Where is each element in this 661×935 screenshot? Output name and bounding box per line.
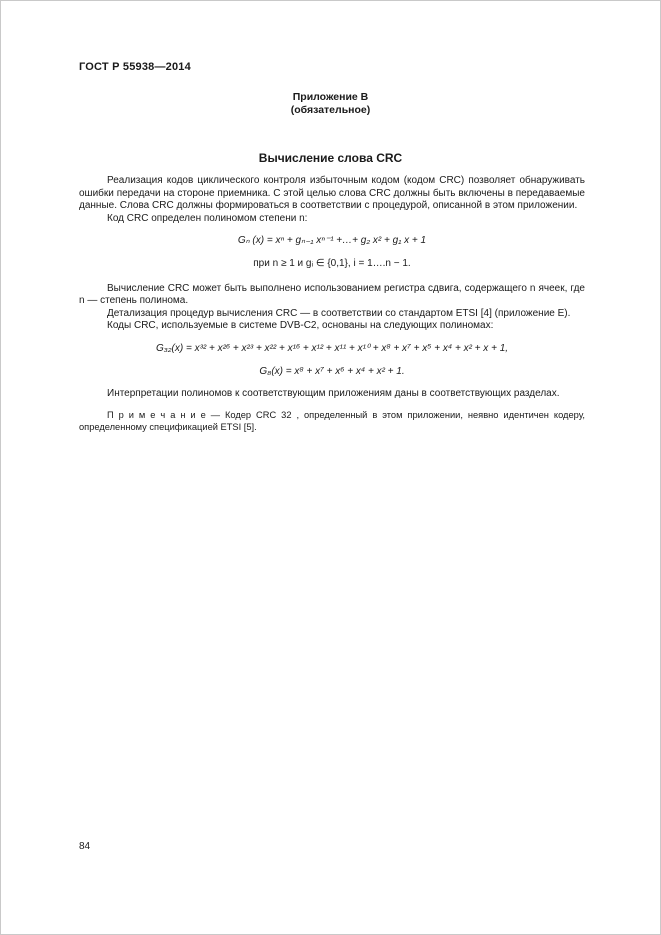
paragraph-interpretation: Интерпретации полиномов к соответствующим приложениям даны в соответствующих разделах. [107,388,560,400]
paragraph-shift-register: Вычисление CRC может быть выполнено использованием регистра сдвига, содержащего n ячеек, где n — степень полинома. [79,282,585,307]
appendix-label-block [1,91,660,116]
paragraph-intro: Реализация кодов циклического контроля избыточным кодом (кодом CRC) позволяет обнаруживать ошибки передачи на стороне приемника. С этой целью слова CRC должны быть включены в передаваемые данные. Слова CRC должны формироваться в соответствии с процедурой, описанной в этом приложении. [79,175,585,212]
paragraph-polynomial-degree: Код CRC определен полиномом степени n: [107,212,308,224]
appendix-label: Приложение В [292,91,369,103]
formula-crc-general: Gₙ (x) = xⁿ + gₙ₋₁ xⁿ⁻¹ +…+ g₂ x² + g₁ x + 1 [237,235,427,247]
page-number: 84 [79,841,91,852]
document-header: ГОСТ Р 55938—2014 [79,61,191,73]
paragraph-etsi-reference: Детализация процедур вычисления CRC — в соответствии со стандартом ETSI [4] (приложение E). [107,307,571,319]
document-body [79,175,585,433]
note-paragraph: П р и м е ч а н и е — Кодер CRC 32 , определенный в этом приложении, неявно идентичен кодеру, определенному спецификацией ETSI [5]. [79,409,585,432]
section-title: Вычисление слова CRC [258,151,403,165]
formula-crc8: G₈(x) = x⁸ + x⁷ + x⁶ + x⁴ + x² + 1. [259,365,405,377]
formula-condition: при n ≥ 1 и gᵢ ∈ {0,1}, i = 1….n − 1. [253,257,411,269]
formula-crc32: G₃₂(x) = x³² + x²⁶ + x²³ + x²² + x¹⁶ + x¹² + x¹¹ + x¹⁰ + x⁸ + x⁷ + x⁵ + x⁴ + x² + x + 1, [155,342,509,354]
appendix-sublabel: (обязательное) [290,103,371,116]
paragraph-dvb-c2-polynomials: Коды CRC, используемые в системе DVB-C2, основаны на следующих полиномах: [107,320,494,332]
